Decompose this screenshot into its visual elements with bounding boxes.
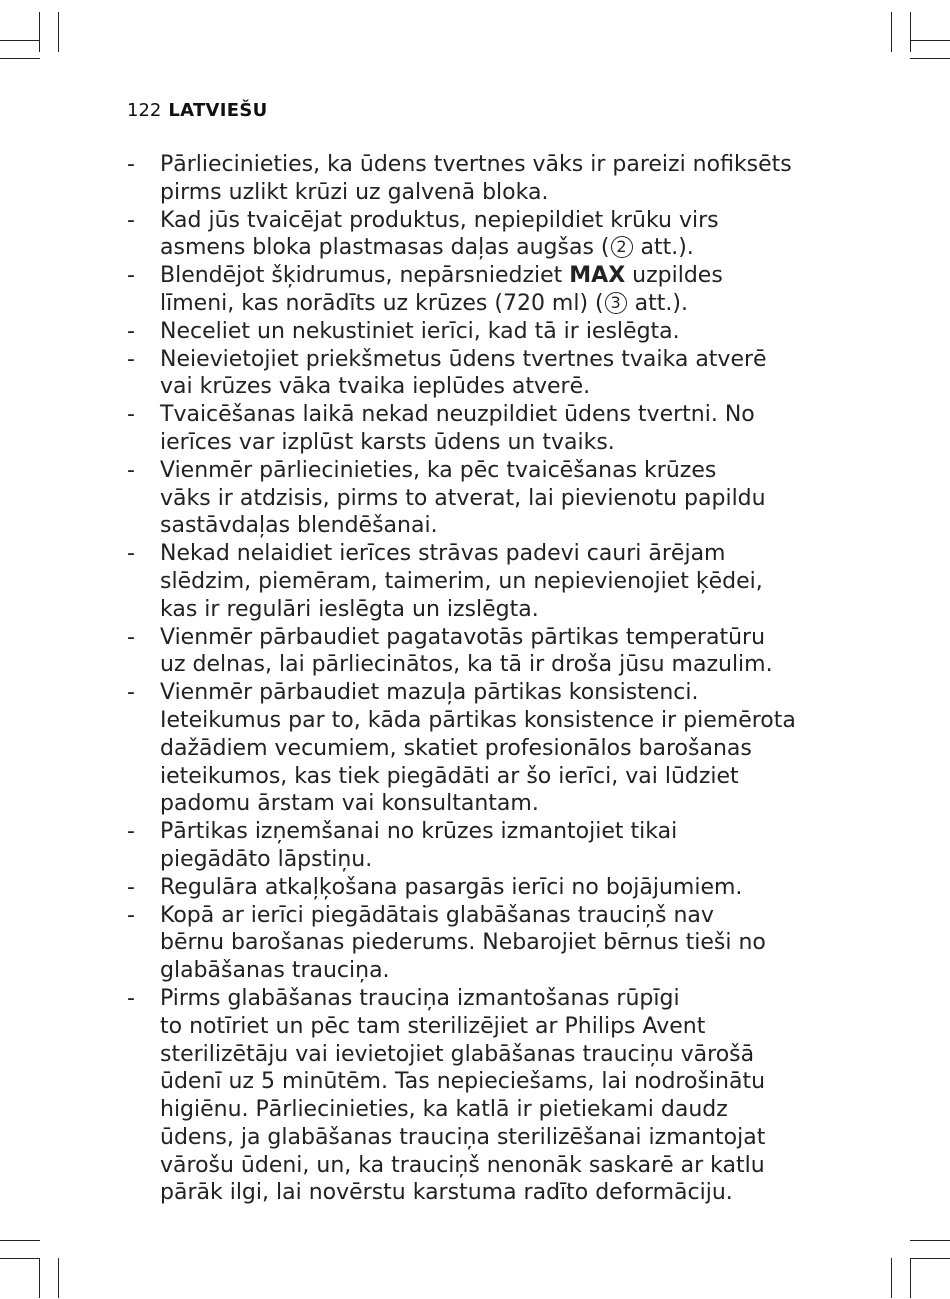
crop-mark	[910, 12, 911, 52]
crop-mark	[0, 40, 40, 41]
bullet-dash: -	[127, 819, 135, 845]
item-text-line: pirms uzlikt krūzi uz galvenā bloka.	[160, 179, 549, 205]
item-text-line: Neceliet un nekustiniet ierīci, kad tā ir ieslēgta.	[160, 318, 680, 344]
figure-ref-circle: 3	[605, 292, 627, 314]
list-item	[127, 457, 827, 540]
item-text-line: Kad jūs tvaicējat produktus, nepiepildiet krūku virs	[160, 207, 719, 233]
item-text-line: Pārliecinieties, ka ūdens tvertnes vāks ir pareizi nofiksēts	[160, 152, 792, 177]
crop-mark	[58, 1258, 59, 1298]
list-item	[127, 624, 827, 680]
crop-mark	[910, 1258, 950, 1259]
crop-mark	[891, 12, 892, 52]
item-text-line: slēdzim, piemēram, taimerim, un nepievienojiet ķēdei,	[160, 568, 763, 594]
item-text-line: vai krūzes vāka tvaika ieplūdes atverē.	[160, 374, 591, 400]
text-segment: asmens bloka plastmasas daļas augšas (	[160, 235, 610, 261]
bullet-dash: -	[127, 207, 135, 233]
list-item	[127, 540, 827, 623]
item-text-line: Tvaicēšanas laikā nekad neuzpildiet ūdens tvertni. No	[160, 402, 755, 428]
item-text-line: ieteikumos, kas tiek piegādāti ar šo ierīci, vai lūdziet	[160, 763, 739, 789]
bullet-dash: -	[127, 680, 135, 706]
crop-mark	[910, 1258, 911, 1298]
bullet-dash: -	[127, 902, 135, 928]
page-header	[127, 100, 268, 122]
list-item	[127, 818, 827, 874]
item-text-line: Vienmēr pārliecinieties, ka pēc tvaicēšanas krūzes	[160, 457, 717, 483]
item-text-line: bērnu barošanas piederums. Nebarojiet bērnus tieši no	[160, 930, 766, 956]
list-item	[127, 902, 827, 985]
item-text-line: Ieteikumus par to, kāda pārtikas konsistence ir piemērota	[160, 707, 796, 733]
list-item	[127, 262, 827, 318]
text-segment: Blendējot šķidrumus, nepārsniedziet	[160, 263, 570, 289]
item-text-line: uz delnas, lai pārliecinātos, ka tā ir droša jūsu mazulim.	[160, 652, 773, 678]
bullet-dash: -	[127, 457, 135, 483]
item-text-line: ūdenī uz 5 minūtēm. Tas nepieciešams, lai nodrošinātu	[160, 1069, 766, 1095]
item-text-line: kas ir regulāri ieslēgta un izslēgta.	[160, 596, 539, 622]
bullet-dash: -	[127, 874, 135, 900]
list-item	[127, 874, 827, 902]
item-text-line: Vienmēr pārbaudiet pagatavotās pārtikas temperatūru	[160, 624, 766, 650]
item-text-line: piegādāto lāpstiņu.	[160, 846, 373, 872]
item-text-line	[160, 290, 827, 318]
figure-ref-circle: 2	[611, 236, 633, 258]
list-item	[127, 151, 827, 207]
crop-mark	[0, 1258, 40, 1259]
crop-mark	[910, 58, 950, 59]
item-text-line: vārošu ūdeni, un, ka trauciņš nenonāk saskarē ar katlu	[160, 1152, 765, 1178]
list-item	[127, 401, 827, 457]
item-text-line: sterilizētāju vai ievietojiet glabāšanas trauciņu vārošā	[160, 1041, 755, 1067]
item-text-line: vāks ir atdzisis, pirms to atverat, lai pievienotu papildu	[160, 485, 766, 511]
section-language-title: LATVIEŠU	[168, 100, 268, 121]
bullet-dash: -	[127, 985, 135, 1011]
item-text-line: Neievietojiet priekšmetus ūdens tvertnes tvaika atverē	[160, 346, 767, 372]
max-label: MAX	[569, 263, 626, 289]
crop-mark	[58, 12, 59, 52]
text-segment: uzpildes	[625, 263, 723, 289]
crop-mark	[39, 12, 40, 52]
list-item	[127, 679, 827, 818]
bullet-dash: -	[127, 318, 135, 344]
crop-mark	[891, 1258, 892, 1298]
bullet-dash: -	[127, 346, 135, 372]
item-text-line: ierīces var izplūst karsts ūdens un tvaiks.	[160, 429, 615, 455]
crop-mark	[0, 1240, 40, 1241]
item-text-line: to notīriet un pēc tam sterilizējiet ar Philips Avent	[160, 1013, 706, 1039]
item-text-line: sastāvdaļas blendēšanai.	[160, 513, 438, 539]
item-text-line: ūdens, ja glabāšanas trauciņa sterilizēšanai izmantojat	[160, 1124, 766, 1150]
bullet-dash: -	[127, 263, 135, 289]
item-text-line: padomu ārstam vai konsultantam.	[160, 791, 539, 817]
text-segment: att.).	[627, 290, 688, 316]
item-text-line: Pārtikas izņemšanai no krūzes izmantojiet tikai	[160, 819, 678, 845]
crop-mark	[910, 40, 950, 41]
item-text-line: dažādiem vecumiem, skatiet profesionālos barošanas	[160, 735, 752, 761]
bullet-dash: -	[127, 541, 135, 567]
item-text-line: Vienmēr pārbaudiet mazuļa pārtikas konsistenci.	[160, 680, 699, 706]
item-text-line: higiēnu. Pārliecinieties, ka katlā ir pietiekami daudz	[160, 1097, 728, 1123]
item-text-line: glabāšanas trauciņa.	[160, 958, 390, 984]
text-segment: att.).	[633, 235, 694, 261]
item-text-line: Regulāra atkaļķošana pasargās ierīci no bojājumiem.	[160, 874, 743, 900]
bullet-dash: -	[127, 152, 135, 177]
item-text-line: Nekad nelaidiet ierīces strāvas padevi cauri ārējam	[160, 541, 726, 567]
item-text-line: Pirms glabāšanas trauciņa izmantošanas rūpīgi	[160, 985, 680, 1011]
bullet-dash: -	[127, 624, 135, 650]
item-text-line	[160, 262, 827, 290]
list-item	[127, 346, 827, 402]
safety-instructions-list	[127, 151, 827, 1207]
crop-mark	[39, 1258, 40, 1298]
page-number: 122	[127, 100, 162, 121]
text-segment: līmeni, kas norādīts uz krūzes (720 ml) (	[160, 290, 604, 316]
item-text-line: pārāk ilgi, lai novērstu karstuma radīto deformāciju.	[160, 1180, 733, 1206]
list-item	[127, 318, 827, 346]
item-text-line	[160, 234, 827, 262]
list-item	[127, 985, 827, 1207]
item-text-line: Kopā ar ierīci piegādātais glabāšanas trauciņš nav	[160, 902, 714, 928]
bullet-dash: -	[127, 402, 135, 428]
crop-mark	[0, 58, 40, 59]
crop-mark	[910, 1240, 950, 1241]
list-item	[127, 207, 827, 263]
